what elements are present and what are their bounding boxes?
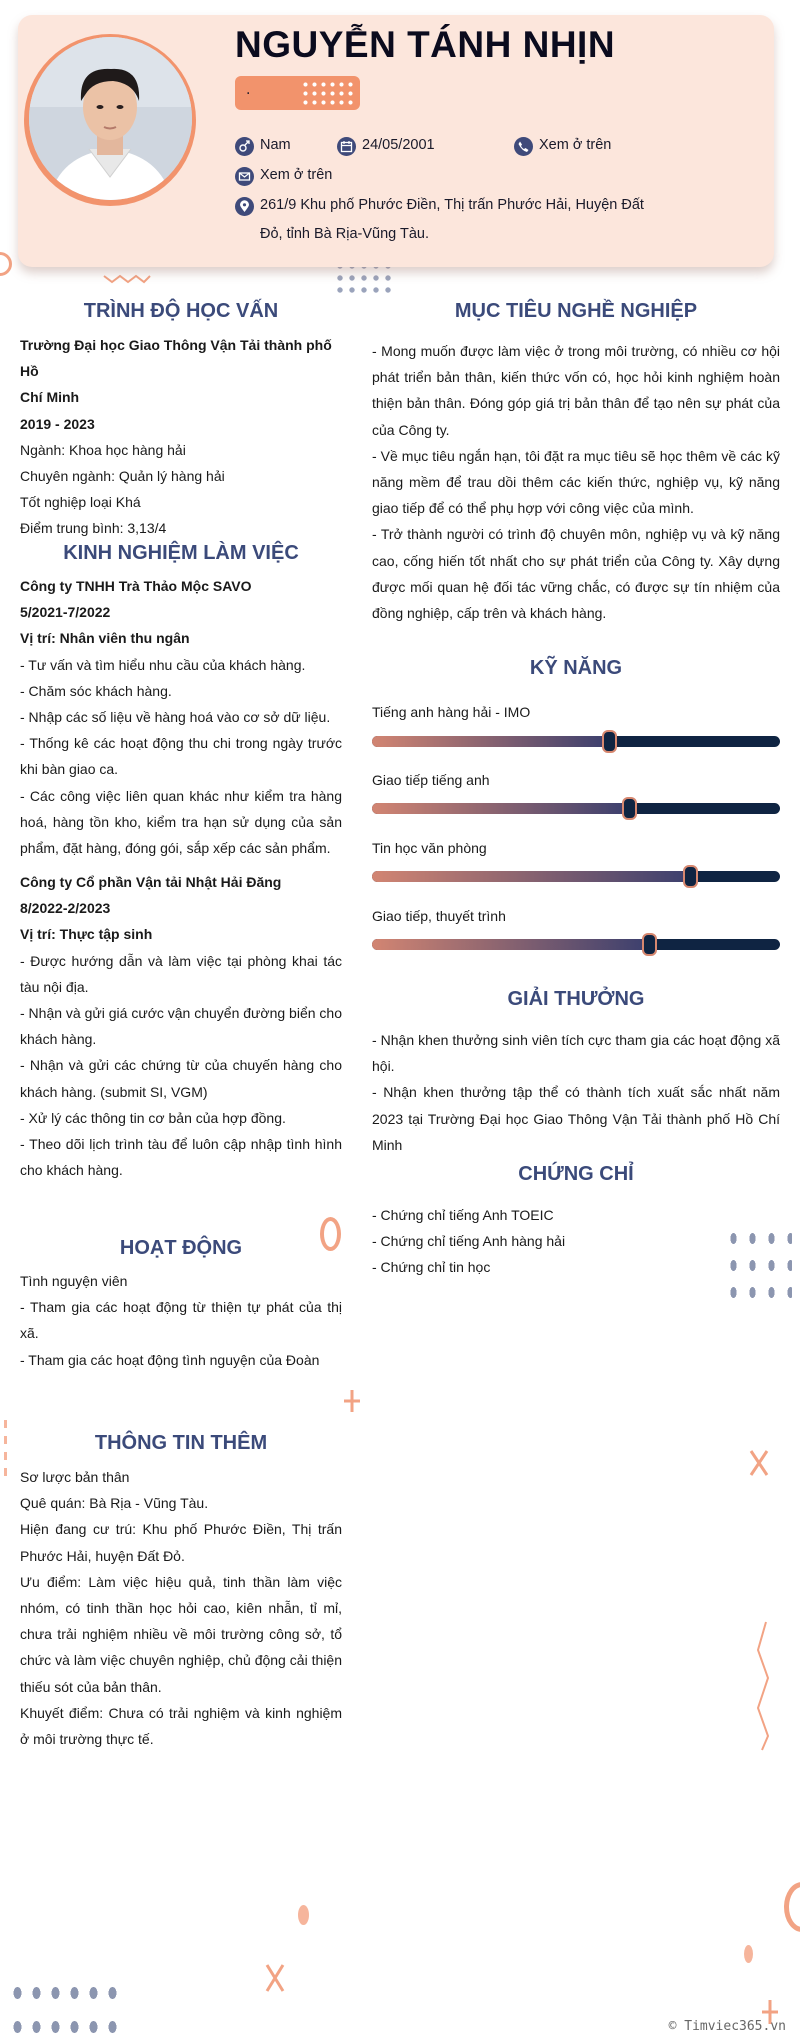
certificate-line: - Chứng chỉ tiếng Anh hàng hải <box>372 1233 566 1250</box>
award-line: - Nhận khen thưởng sinh viên tích cực tham gia các hoạt động xã hội. <box>372 1032 780 1075</box>
additional-line: Khuyết điểm: Chưa có trải nghiệm và kinh nghiệm ở môi trường thực tế. <box>20 1704 342 1748</box>
birthday-row <box>337 136 487 158</box>
job-duty: - Chăm sóc khách hàng. <box>20 682 172 699</box>
experience-heading: KINH NGHIỆM LÀM VIỆC <box>63 542 299 564</box>
decor-x-right <box>748 1448 770 1478</box>
awards-section <box>372 1027 780 1158</box>
award-line: - Nhận khen thưởng tập thể có thành tích xuất sắc nhất năm 2023 tại Trường Đại học Giao Thông Vận Tải thành phố Hồ Chí Minh <box>372 1084 780 1153</box>
additional-heading: THÔNG TIN THÊM <box>94 1432 268 1454</box>
education-school-cont: Chí Minh <box>20 389 80 406</box>
activity-line: - Tham gia các hoạt động tình nguyện của Đoàn <box>20 1351 320 1368</box>
watermark: © Timviec365.vn <box>668 2019 786 2034</box>
objective-heading: MỤC TIÊU NGHỀ NGHIỆP <box>454 300 698 322</box>
skill-slider-handle <box>602 730 617 753</box>
certificates-section <box>372 1202 780 1281</box>
certificate-line: - Chứng chỉ tiếng Anh TOEIC <box>372 1207 554 1223</box>
skill-bar <box>372 939 780 950</box>
decor-wave-top <box>102 272 152 286</box>
additional-line: Quê quán: Bà Rịa - Vũng Tàu. <box>20 1495 209 1512</box>
gender-icon <box>235 137 254 156</box>
address-line-2: Đỏ, tỉnh Bà Rịa-Vũng Tàu. <box>260 226 429 242</box>
email-text: Xem ở trên <box>260 167 333 183</box>
decor-ring-left <box>0 252 12 276</box>
job-company: Công ty Cổ phần Vận tải Nhật Hải Đăng <box>20 874 282 890</box>
job-duty: - Nhận và gửi các chứng từ của chuyến hàng cho khách hàng. (submit SI, VGM) <box>20 1057 342 1100</box>
additional-section <box>20 1464 342 1752</box>
decor-x-bottom <box>264 1962 286 1994</box>
skill-slider-handle <box>622 797 637 820</box>
education-line: Chuyên ngành: Quản lý hàng hải <box>20 468 225 485</box>
birthday-text: 24/05/2001 <box>362 137 435 153</box>
location-icon <box>235 197 254 216</box>
job-duty: - Các công việc liên quan khác như kiểm tra hàng hoá, hàng tồn kho, kiểm tra hạn sử dụng của sản phẩm, đặt hàng, đóng gói, sắp xếp các sản phẩm. <box>20 787 342 857</box>
gender-text: Nam <box>260 137 291 153</box>
experience-job-2 <box>20 869 342 1183</box>
skills-heading: KỸ NĂNG <box>529 657 623 679</box>
skill-bar-fill <box>372 871 690 882</box>
education-line: Điểm trung bình: 3,13/4 <box>20 520 167 537</box>
job-title-pill <box>235 76 360 110</box>
skill-label: Giao tiếp tiếng anh <box>372 772 490 788</box>
decor-plus-1 <box>342 1388 362 1414</box>
email-icon <box>235 167 254 186</box>
certificates-heading: CHỨNG CHỈ <box>518 1163 634 1185</box>
job-duty: - Tư vấn và tìm hiểu nhu cầu của khách hàng. <box>20 656 306 673</box>
experience-job-1 <box>20 573 342 861</box>
skill-bar <box>372 871 780 882</box>
address-row <box>235 196 655 248</box>
skill-bar <box>372 803 780 814</box>
awards-heading: GIẢI THƯỞNG <box>507 988 645 1010</box>
job-period: 8/2022-2/2023 <box>20 900 111 917</box>
decor-zigzag-right <box>752 1620 774 1752</box>
phone-row <box>514 136 644 158</box>
education-section <box>20 332 342 542</box>
phone-icon <box>514 137 533 156</box>
address-line-1: 261/9 Khu phố Phước Điền, Thị trấn Phước Hải, Huyện Đất <box>260 197 644 213</box>
skills-list <box>372 700 780 960</box>
avatar <box>29 37 192 200</box>
decor-ring-bottom <box>784 1882 800 1932</box>
job-position: Vị trí: Nhân viên thu ngân <box>20 630 190 647</box>
skill-bar-fill <box>372 939 649 950</box>
additional-line: Hiện đang cư trú: Khu phố Phước Điền, Thị trấn Phước Hải, huyện Đất Đỏ. <box>20 1521 342 1564</box>
certificate-line: - Chứng chỉ tin học <box>372 1259 491 1276</box>
job-company: Công ty TNHH Trà Thảo Mộc SAVO <box>20 578 252 594</box>
dot-grid-bottom-left <box>8 1976 126 2040</box>
job-duty: - Thống kê các hoạt động thu chi trong ngày trước khi bàn giao ca. <box>20 735 342 778</box>
objective-line: - Về mục tiêu ngắn hạn, tôi đặt ra mục tiêu sẽ học thêm về các kỹ năng mềm để trau dồi thêm các kiến thức, nghiệp vụ, kỹ năng giao tiếp để có thể phụ hợp với công việc của mình. <box>372 447 780 517</box>
additional-line: Sơ lược bản thân <box>20 1469 130 1485</box>
job-duty: - Nhận và gửi giá cước vận chuyển đường biển cho khách hàng. <box>20 1005 342 1048</box>
skill-label: Tin học văn phòng <box>372 840 487 856</box>
skill-label: Tiếng anh hàng hải - IMO <box>372 704 531 720</box>
candidate-name: NGUYỄN TÁNH NHỊN <box>235 24 616 65</box>
activities-heading: HOẠT ĐỘNG <box>119 1237 243 1259</box>
education-line: Ngành: Khoa học hàng hải <box>20 441 186 458</box>
email-row <box>235 166 435 188</box>
job-duty: - Nhập các số liệu về hàng hoá vào cơ sở dữ liệu. <box>20 709 331 726</box>
education-school: Trường Đại học Giao Thông Vận Tải thành phố Hồ <box>20 337 332 380</box>
skill-bar <box>372 736 780 747</box>
job-duty: - Được hướng dẫn và làm việc tại phòng khai tác tàu nội địa. <box>20 952 342 995</box>
pill-dot-pattern <box>301 80 355 106</box>
activity-line: - Tham gia các hoạt động từ thiện tự phát của thị xã. <box>20 1299 342 1342</box>
skill-bar-fill <box>372 803 629 814</box>
decor-dot-2 <box>744 1945 753 1963</box>
calendar-icon <box>337 137 356 156</box>
job-position: Vị trí: Thực tập sinh <box>20 926 153 943</box>
activities-section <box>20 1268 342 1373</box>
objective-line: - Mong muốn được làm việc ở trong môi trường, có nhiều cơ hội phát triển bản thân, kiến thức vốn có, học hỏi kinh nghiệm hoàn thiện bản thân. Đóng góp giá trị bản thân để tạo nên sự phát của của Công ty. <box>372 343 780 438</box>
decor-dash-left <box>4 1420 7 1480</box>
objective-line: - Trở thành người có trình độ chuyên môn, nghiệp vụ và kỹ năng cao, cống hiến tốt nhất cho sự phát triển của Công ty. Xây dựng được mối quan hệ đối tác vững chắc, có được sự tín nhiệm của đồng nghiệp, cấp trên và khách hàng. <box>372 526 780 622</box>
job-period: 5/2021-7/2022 <box>20 604 111 621</box>
activity-line: Tình nguyện viên <box>20 1273 128 1289</box>
decor-dot-1 <box>298 1905 309 1925</box>
skill-slider-handle <box>642 933 657 956</box>
objective-section <box>372 338 780 626</box>
education-years: 2019 - 2023 <box>20 415 95 432</box>
education-line: Tốt nghiệp loại Khá <box>20 494 141 511</box>
skill-label: Giao tiếp, thuyết trình <box>372 908 506 924</box>
education-heading: TRÌNH ĐỘ HỌC VẤN <box>83 300 279 322</box>
phone-text: Xem ở trên <box>539 137 612 153</box>
job-title: . <box>246 82 251 98</box>
skill-slider-handle <box>683 865 698 888</box>
job-duty: - Xử lý các thông tin cơ bản của hợp đồng. <box>20 1109 286 1126</box>
additional-line: Ưu điểm: Làm việc hiệu quả, tinh thần làm việc nhóm, có tinh thần học hỏi cao, kiên nhẫn, tỉ mỉ, chưa trải nghiệm nhiều về môi trường công sở, tổ chức và làm việc chuyên nghiệp, chủ động cải thiện thiếu sót của bản thân. <box>20 1573 342 1695</box>
job-duty: - Theo dõi lịch trình tàu để luôn cập nhập tình hình cho khách hàng. <box>20 1136 342 1179</box>
skill-bar-fill <box>372 736 609 747</box>
